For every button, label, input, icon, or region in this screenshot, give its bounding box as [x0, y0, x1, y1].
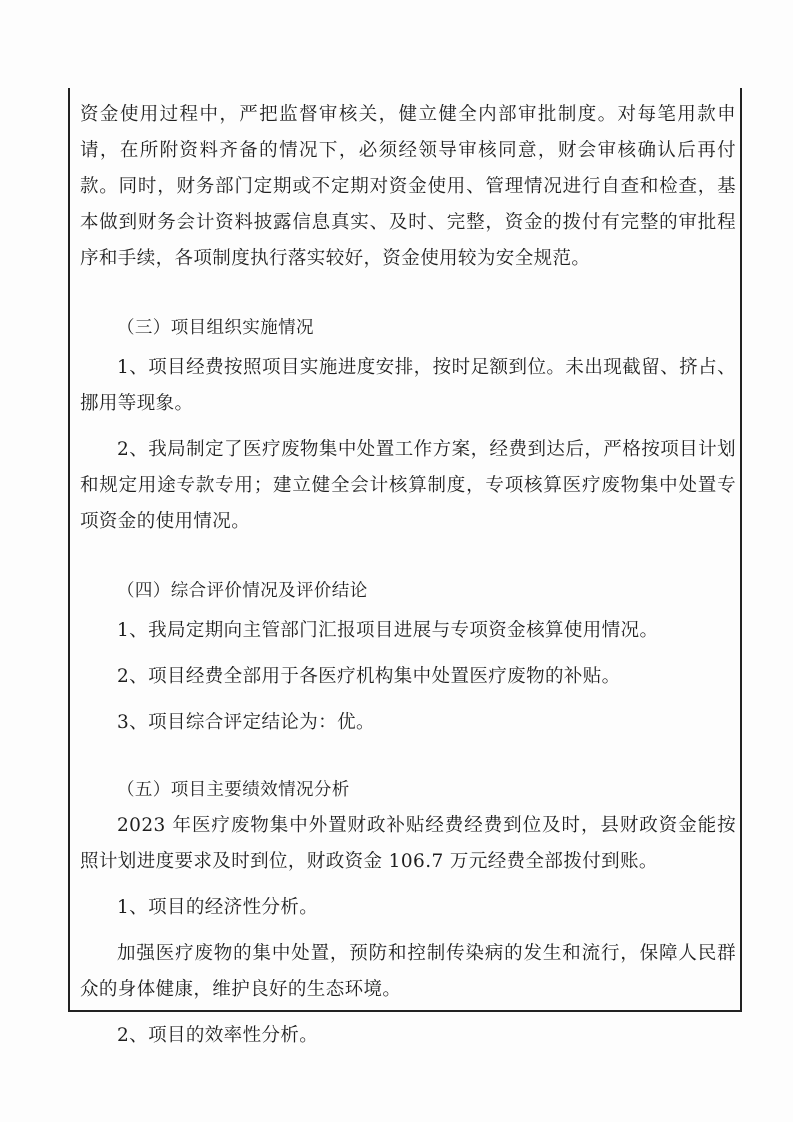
paragraph-5-3: 加强医疗废物的集中处置，预防和控制传染病的发生和流行，保障人民群众的身体健康，维护良好的生态环境。 [80, 943, 736, 1000]
paragraph-4-1: 1、我局定期向主管部门汇报项目进展与专项资金核算使用情况。 [117, 620, 659, 641]
document-body [80, 97, 736, 1054]
paragraph-5-4: 2、项目的效率性分析。 [117, 1025, 319, 1046]
paragraph-4-3: 3、项目综合评定结论为：优。 [117, 712, 375, 733]
paragraph-5-2: 1、项目的经济性分析。 [117, 897, 319, 918]
section-heading-3: （三）项目组织实施情况 [117, 318, 314, 338]
paragraph-5-1: 2023 年医疗废物集中外置财政补贴经费经费到位及时，县财政资金能按照计划进度要求及时到位，财政资金 106.7 万元经费全部拨付到账。 [80, 815, 736, 872]
section-heading-5: （五）项目主要绩效情况分析 [117, 780, 350, 800]
paragraph-4-2: 2、项目经费全部用于各医疗机构集中处置医疗废物的补贴。 [117, 666, 621, 687]
paragraph-3-2: 2、我局制定了医疗废物集中处置工作方案，经费到达后，严格按项目计划和规定用途专款专用；建立健全会计核算制度，专项核算医疗废物集中处置专项资金的使用情况。 [80, 439, 736, 532]
section-heading-4: （四）综合评价情况及评价结论 [117, 581, 368, 601]
paragraph-3-1: 1、项目经费按照项目实施进度安排，按时足额到位。未出现截留、挤占、挪用等现象。 [80, 357, 736, 414]
paragraph-fund-usage: 资金使用过程中，严把监督审核关，健立健全内部审批制度。对每笔用款申请，在所附资料齐备的情况下，必须经领导审核同意，财会审核确认后再付款。同时，财务部门定期或不定期对资金使用、管理情况进行自查和检查，基本做到财务会计资料披露信息真实、及时、完整，资金的拨付有完整的审批程序和手续，各项制度执行落实较好，资金使用较为安全规范。 [80, 104, 736, 269]
